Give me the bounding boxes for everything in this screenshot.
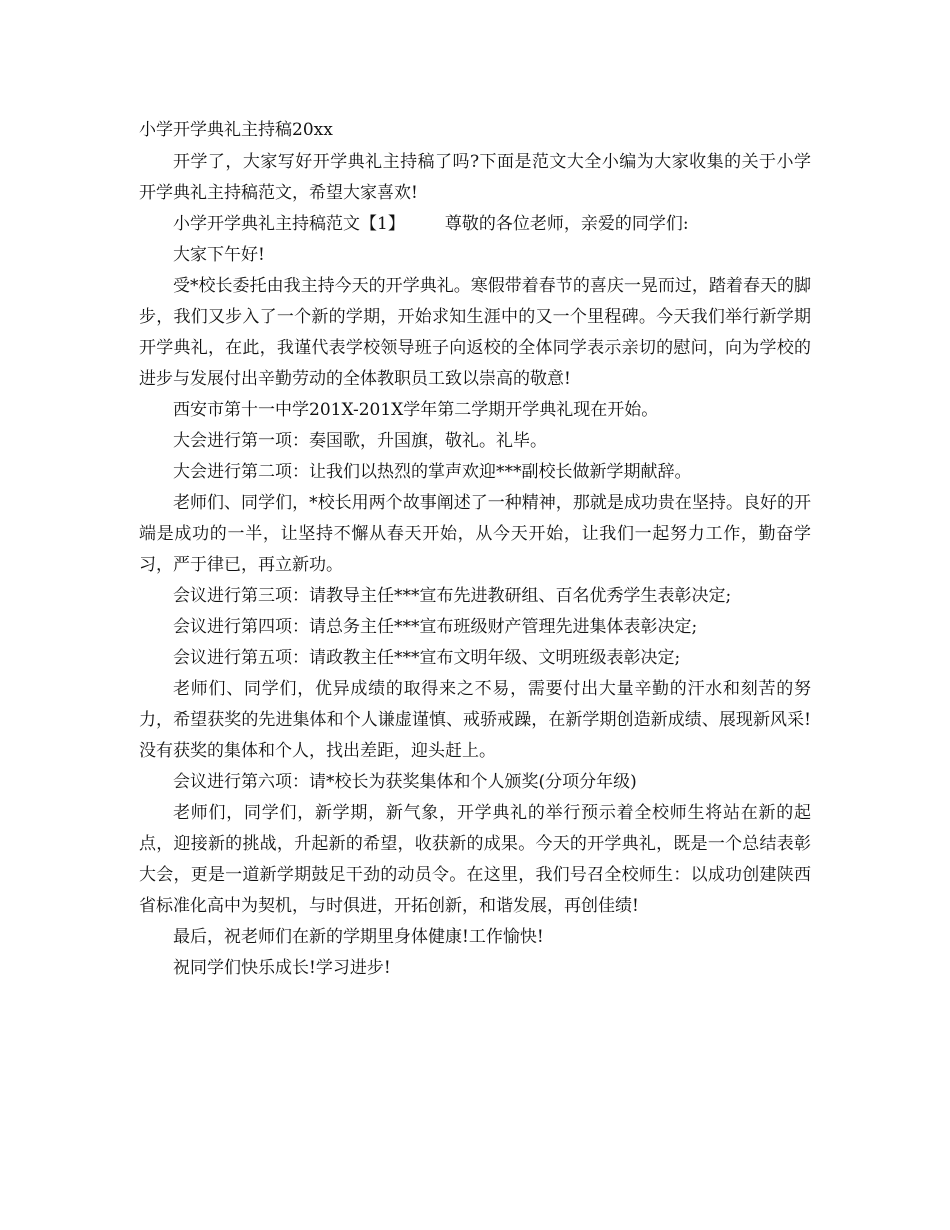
opening-paragraph: 受*校长委托由我主持今天的开学典礼。寒假带着春节的喜庆一晃而过，踏着春天的脚步，我们又步入了一个新的学期，开始求知生涯中的又一个里程碑。今天我们举行新学期开学典礼，在此，我谨代表学校领导班子向返校的全体同学表示亲切的慰问，向为学校的进步与发展付出辛勤劳动的全体教职员工致以崇高的敬意! [139, 276, 811, 389]
perseverance-paragraph: 老师们、同学们，*校长用两个故事阐述了一种精神，那就是成功贵在坚持。良好的开端是成功的一半，让坚持不懈从春天开始，从今天开始，让我们一起努力工作，勤奋学习，严于律已，再立新功。 [139, 493, 811, 575]
agenda-item-2: 大会进行第二项：让我们以热烈的掌声欢迎***副校长做新学期献辞。 [173, 462, 692, 482]
section-heading: 小学开学典礼主持稿范文【1】 [173, 214, 405, 234]
agenda-item-1: 大会进行第一项：奏国歌，升国旗，敬礼。礼毕。 [173, 431, 547, 451]
greeting-paragraph: 大家下午好! [173, 245, 265, 265]
agenda-item-3: 会议进行第三项：请教导主任***宣布先进教研组、百名优秀学生表彰决定; [173, 586, 732, 606]
wish-teachers-paragraph: 最后，祝老师们在新的学期里身体健康!工作愉快! [173, 927, 544, 947]
document-title: 小学开学典礼主持稿20xx [139, 120, 333, 140]
new-semester-paragraph: 老师们，同学们，新学期，新气象，开学典礼的举行预示着全校师生将站在新的起点，迎接新的挑战，升起新的希望，收获新的成果。今天的开学典礼，既是一个总结表彰大会，更是一道新学期鼓足干劲的动员令。在这里，我们号召全校师生：以成功创建陕西省标准化高中为契机，与时俱进，开拓创新，和谐发展，再创佳绩! [139, 803, 811, 916]
section-heading-line [139, 209, 811, 240]
wish-students-paragraph: 祝同学们快乐成长!学习进步! [173, 958, 391, 978]
intro-paragraph: 开学了，大家写好开学典礼主持稿了吗?下面是范文大全小编为大家收集的关于小学开学典礼主持稿范文，希望大家喜欢! [139, 152, 811, 203]
awards-paragraph: 老师们、同学们，优异成绩的取得来之不易，需要付出大量辛勤的汗水和刻苦的努力，希望获奖的先进集体和个人谦虚谨慎、戒骄戒躁，在新学期创造新成绩、展现新风采!没有获奖的集体和个人，找出差距，迎头赶上。 [139, 679, 811, 761]
salutation: 尊敬的各位老师，亲爱的同学们: [444, 214, 689, 234]
agenda-item-4: 会议进行第四项：请总务主任***宣布班级财产管理先进集体表彰决定; [173, 617, 698, 637]
agenda-item-5: 会议进行第五项：请政教主任***宣布文明年级、文明班级表彰决定; [173, 648, 681, 668]
ceremony-start-paragraph: 西安市第十一中学201X-201X学年第二学期开学典礼现在开始。 [173, 400, 659, 420]
agenda-item-6: 会议进行第六项：请*校长为获奖集体和个人颁奖(分项分年级) [173, 772, 637, 792]
document-body [139, 116, 811, 984]
